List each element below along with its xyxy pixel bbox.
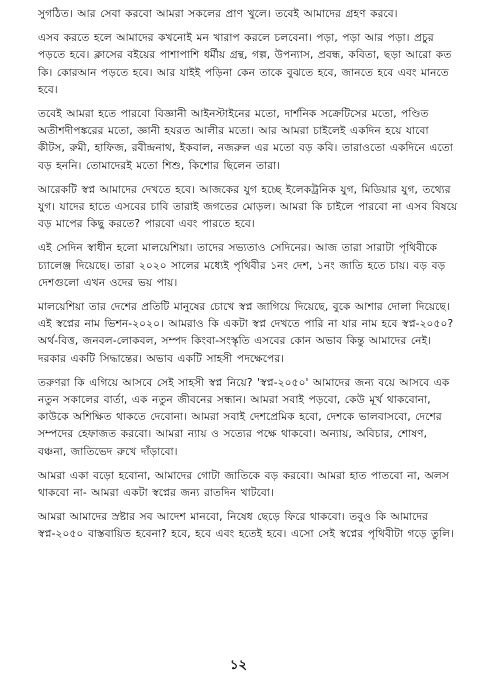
page-number: ১২ (230, 658, 247, 673)
paragraph-3: তবেই আমরা হতে পারবো বিজ্ঞানী আইনস্টাইনের মতো, দার্শনিক সক্রেটিসের মতো, পণ্ডিত অতীশদীপঙ্করের মতো, জ্ঞানী হযরত আলীর মতো। আর আমরা চাইলেই একদিন হয়ে যাবো কীটস, রুমী, হাফিজ, রবীন্দ্রনাথ, ইকবাল, নজরুল এর মতো বড় কবি। তারাওতো একদিনে এতো বড় হননি। তোমাদেরই মতো শিশু, কিশোর ছিলেন তারা। (38, 108, 453, 172)
paragraph-9: আমরা আমাদের স্রষ্টার সব আদেশ মানবো, নিষেধ ছেড়ে ফিরে থাকবো। তবুও কি আমাদের স্বপ্ন-২০৫০ বাস্তবায়িত হবেনা? হবে, হবে এবং হতেই হবে। এসো সেই স্বপ্নের পৃথিবীটা গড়ে তুলি। (38, 511, 454, 541)
paragraph-8: আমরা একা বড়ো হবোনা, আমাদের গোটা জাতিকে বড় করবো। আমরা হাত পাতবো না, অলস থাকবো না- আমরা একটা স্বপ্নের জন্য রাতদিন খাটবো। (38, 469, 450, 500)
paragraph-2: এসব করতে হলে আমাদের কখনোই মন খারাপ করলে চলবেনা। পড়া, পড়া আর পড়া। প্রচুর পড়তে হবে। ক্লাসের বইয়ের পাশাপাশি ধর্মীয় গ্রন্থ, গল্প, উপন্যাস, প্রবন্ধ, কবিতা, ছড়া আরো কত কি। কোরআন পড়তে হবে। আর যাইই পড়িনা কেন তাকে বুঝতে হবে, জানতে হবে এবং মানতে হবে। (38, 32, 452, 96)
paragraph-7: তরুণরা কি এগিয়ে আসবে সেই সাহসী স্বপ্ন নিয়ে? 'স্বপ্ন-২০৫০' আমাদের জন্য বয়ে আসবে এক নতুন সকালের বার্তা, এক নতুন জীবনের সন্ধান। আমরা সবাই পড়বো, কেউ মূর্খ থাকবোনা, কাউকে অশিক্ষিত থাকতে দেবোনা। আমরা সবাই দেশপ্রেমিক হবো, দেশকে ভালবাসবো, দেশের সম্পদের হেফাজত করবো। আমরা ন্যায় ও সত্যের পক্ষে থাকবো। অন্যায়, অবিচার, শোষণ, বঞ্চনা, জাতিভেদ রুখে দাঁড়াবো। (38, 376, 450, 458)
paragraph-5: এই সেদিন স্বাধীন হলো মালয়েশিয়া। তাদের সভ্যতাও সেদিনের। আজ তারা সারাটা পৃথিবীকে চ্যালেঞ্জ দিয়েছে। তারা ২০২০ সালের মধ্যেই পৃথিবীর ১নং দেশ, ১নং জাতি হতে চায়। বড় বড় দেশগুলো এখন ওদের ভয় পায়। (38, 242, 446, 289)
paragraph-1: সুগঠিত। আর সেবা করবো আমরা সকলের প্রাণ খুলে। তবেই আমাদের গ্রহণ করবে। (38, 8, 398, 20)
paragraph-4: আরেকটি স্বপ্ন আমাদের দেখতে হবে। আজকের যুগ হচ্ছে ইলেকট্রনিক যুগ, মিডিয়ার যুগ, তথ্যের যুগ। যাদের হাতে এসবের চাবি তারাই জগতের মোড়ল। আমরা কি চাইলে পারবো না এসব বিষয়ে বড় মাপের কিছু করতে? পারবো এবং পারতে হবে। (38, 183, 458, 231)
paragraph-6: মালয়েশিয়া তার দেশের প্রতিটি মানুষের চোখে স্বপ্ন জাগিয়ে দিয়েছে, বুকে আশার দোলা দিয়েছে। এই স্বপ্নের নাম ভিশন-২০২০। আমরাও কি একটা স্বপ্ন দেখতে পারি না যার নাম হবে স্বপ্ন-২০৫০? অর্থ-বিত্ত, জনবল-লোকবল, সম্পদ কিংবা-সংস্কৃতি এসবের কোন অভাব কিন্তু আমাদের নেই। দরকার একটি সিদ্ধান্তের। অভাব একটি সাহসী পদক্ষেপের। (38, 301, 454, 365)
